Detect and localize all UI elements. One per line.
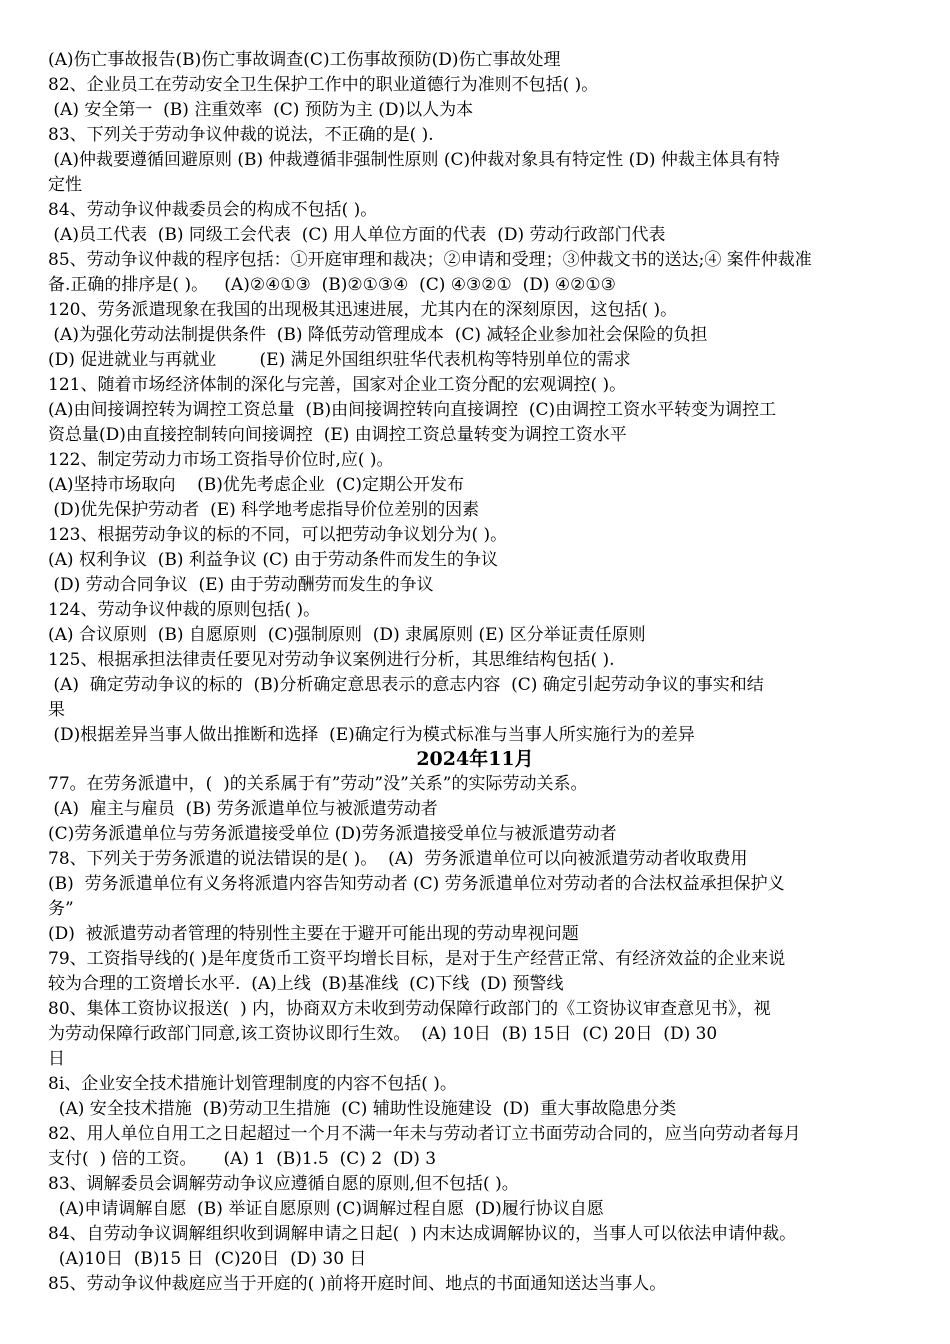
question-83b: 83、调解委员会调解劳动争议应遵循自愿的原则,但不包括( )。 <box>48 1174 519 1194</box>
options-121: 资总量(D)由直接控制转向间接调控 (E) 由调控工资总量转变为调控工资水平 <box>48 425 627 445</box>
options-123: (D) 劳动合同争议 (E) 由于劳动酬劳而发生的争议 <box>48 575 434 595</box>
question-125: 125、根据承担法律责任要见对劳动争议案例进行分析，其思维结构包括( ). <box>48 650 615 670</box>
options-84b: (A)10日 (B)15 日 (C)20日 (D) 30 日 <box>48 1249 367 1269</box>
options-123: (A) 权利争议 (B) 利益争议 (C) 由于劳动条件而发生的争议 <box>48 550 498 570</box>
options-82: (A) 安全第一 (B) 注重效率 (C) 预防为主 (D)以人为本 <box>48 100 474 120</box>
question-124: 124、劳动争议仲裁的原则包括( )。 <box>48 600 321 620</box>
question-81: 8i、企业安全技术措施计划管理制度的内容不包括( )。 <box>48 1074 457 1094</box>
options-77: (C)劳务派遣单位与劳务派遣接受单位 (D)劳务派遣接受单位与被派遣劳动者 <box>48 824 617 844</box>
text-line: 务” <box>48 899 74 919</box>
question-84b: 84、自劳动争议调解组织收到调解申请之日起( ) 内末达成调解协议的，当事人可以依法申请仲裁。 <box>48 1224 797 1244</box>
options-122: (D)优先保护劳动者 (E) 科学地考虑指导价位差别的因素 <box>48 500 480 520</box>
text-line: 日 <box>48 1049 65 1069</box>
options-125: (D)根据差异当事人做出推断和选择 (E)确定行为模式标准与当事人所实施行为的差异 <box>48 725 695 745</box>
question-80: 80、集体工资协议报送( ) 内，协商双方未收到劳动保障行政部门的《工资协议审查意见书》，视 <box>48 999 771 1019</box>
question-82b: 82、用人单位自用工之日起超过一个月不满一年未与劳动者订立书面劳动合同的，应当向劳动者每月 <box>48 1124 801 1144</box>
question-77: 77。在劳务派遣中，( )的关系属于有”劳动”没”关系”的实际劳动关系。 <box>48 774 588 794</box>
options-120: (D) 促进就业与再就业 (E) 满足外国组织驻华代表机构等特别单位的需求 <box>48 350 631 370</box>
section-heading: 2024年11月 <box>416 748 534 770</box>
options-121: (A)由间接调控转为调控工资总量 (B)由间接调控转向直接调控 (C)由调控工资水平转变为调控工 <box>48 400 777 420</box>
question-123: 123、根据劳动争议的标的不同，可以把劳动争议划分为( )。 <box>48 525 508 545</box>
options-125: (A) 确定劳动争议的标的 (B)分析确定意思表示的意志内容 (C) 确定引起劳动争议的事实和结 <box>48 675 764 695</box>
question-85b: 85、劳动争议仲裁庭应当于开庭的( )前将开庭时间、地点的书面通知送达当事人。 <box>48 1274 667 1294</box>
options-124: (A) 合议原则 (B) 自愿原则 (C)强制原则 (D) 隶属原则 (E) 区分举证责任原则 <box>48 625 646 645</box>
options-78: (B) 劳务派遣单位有义务将派遣内容告知劳动者 (C) 劳务派遣单位对劳动者的合法权益承担保护义 <box>48 874 785 894</box>
options-78: (D) 被派遣劳动者管理的特别性主要在于避开可能出现的劳动卑视问题 <box>48 924 579 944</box>
options-84: (A)员工代表 (B) 同级工会代表 (C) 用人单位方面的代表 (D) 劳动行政部门代表 <box>48 225 666 245</box>
options-80: 为劳动保障行政部门同意,该工资协议即行生效。 (A) 10日 (B) 15日 (C) 20日 (D) 30 <box>48 1024 718 1044</box>
options-79: 较为合理的工资增长水平. (A)上线 (B)基准线 (C)下线 (D) 预警线 <box>48 974 564 994</box>
options-77: (A) 雇主与雇员 (B) 劳务派遣单位与被派遣劳动者 <box>48 799 438 819</box>
question-79: 79、工资指导线的( )是年度货币工资平均增长目标，是对于生产经营正常、有经济效益的企业来说 <box>48 949 786 969</box>
question-121: 121、随着市场经济体制的深化与完善，国家对企业工资分配的宏观调控( )。 <box>48 375 627 395</box>
question-78: 78、下列关于劳务派遣的说法错误的是( )。 (A) 劳务派遣单位可以向被派遣劳动者收取费用 <box>48 849 748 869</box>
question-84: 84、劳动争议仲裁委员会的构成不包括( )。 <box>48 200 378 220</box>
question-120: 120、劳务派遣现象在我国的出现极其迅速进展，尤其内在的深刻原因，这包括( )。 <box>48 300 678 320</box>
options-83b: (A)申请调解自愿 (B) 举证自愿原则 (C)调解过程自愿 (D)履行协议自愿 <box>48 1199 604 1219</box>
options-83: (A)仲裁要遵循回避原则 (B) 仲裁遵循非强制性原则 (C)仲裁对象具有特定性 (D) 仲裁主体具有特 <box>48 150 780 170</box>
text-line: 定性 <box>48 175 82 195</box>
question-122: 122、制定劳动力市场工资指导价位时,应( )。 <box>48 450 394 470</box>
question-85: 85、劳动争议仲裁的程序包括：①开庭审理和裁决；②申请和受理；③仲裁文书的送达;④ 案件仲裁准 <box>48 250 812 270</box>
question-82: 82、企业员工在劳动安全卫生保护工作中的职业道德行为准则不包括( )。 <box>48 75 599 95</box>
options-122: (A)坚持市场取向 (B)优先考虑企业 (C)定期公开发布 <box>48 475 464 495</box>
question-83: 83、下列关于劳动争议仲裁的说法，不正确的是( ). <box>48 125 434 145</box>
options-120: (A)为强化劳动法制提供条件 (B) 降低劳动管理成本 (C) 减轻企业参加社会保险的负担 <box>48 325 708 345</box>
options-82b: 支付( ) 倍的工资。 (A) 1 (B)1.5 (C) 2 (D) 3 <box>48 1149 437 1169</box>
options-81: (A) 安全技术措施 (B)劳动卫生措施 (C) 辅助性设施建设 (D) 重大事故隐患分类 <box>48 1099 677 1119</box>
text-line: 果 <box>48 700 65 720</box>
options-85: 备.正确的排序是( )。 (A)②④①③ (B)②①③④ (C) ④③②① (D) ④②①③ <box>48 275 616 295</box>
text-line: (A)伤亡事故报告(B)伤亡事故调查(C)工伤事故预防(D)伤亡事故处理 <box>48 50 561 70</box>
